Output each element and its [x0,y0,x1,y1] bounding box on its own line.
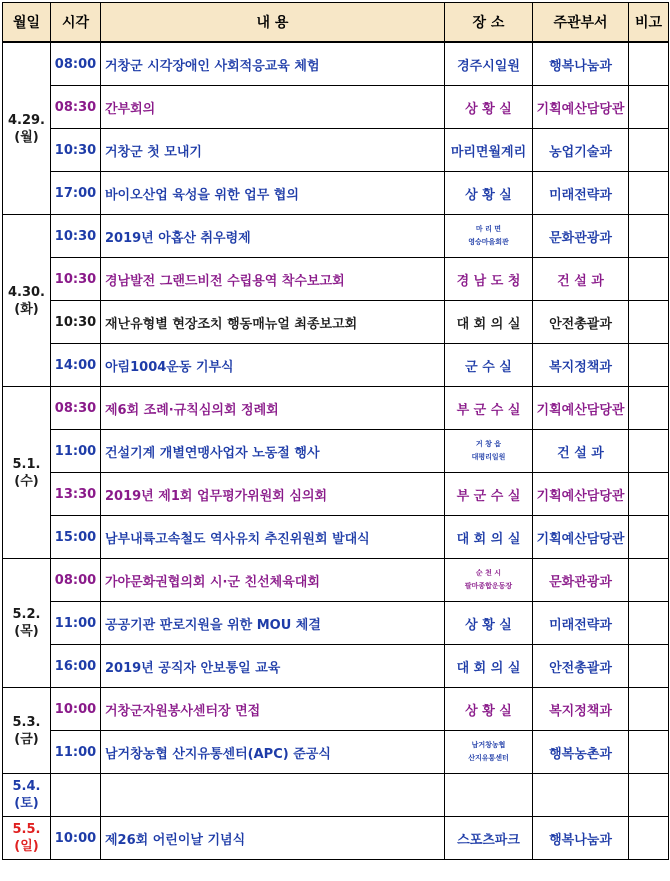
col-header-content: 내 용 [101,3,445,43]
place-line: 대평리일원 [471,453,506,461]
event-place [445,42,533,86]
event-title: 공공기관 판로지원을 위한 MOU 체결 [101,602,445,645]
place-line: 영승마을회관 [468,238,509,246]
event-place [445,129,533,172]
event-dept: 기획예산담당관 [533,516,629,559]
event-title: 2019년 제1회 업무평가위원회 심의회 [101,473,445,516]
event-title: 재난유형별 현장조치 행동매뉴얼 최종보고회 [101,301,445,344]
date-label: 5.3. [12,714,41,730]
event-note [629,301,669,344]
event-place [445,774,533,817]
event-place [445,86,533,129]
place-line: 부 군 수 실 [456,488,521,504]
event-dept: 기획예산담당관 [533,387,629,430]
event-time: 11:00 [51,430,101,473]
weekday-label: (토) [14,796,39,811]
event-time: 17:00 [51,172,101,215]
event-place [445,602,533,645]
weekday-label: (수) [14,473,39,489]
event-dept: 복지정책과 [533,688,629,731]
event-time: 08:30 [51,86,101,129]
table-header [3,3,669,43]
event-dept: 행복나눔과 [533,42,629,86]
schedule-row [3,42,669,86]
event-title: 2019년 공직자 안보통일 교육 [101,645,445,688]
event-note [629,86,669,129]
event-time [51,774,101,817]
header-row [3,3,669,43]
weekday-label: (금) [14,731,39,747]
date-cell [3,817,51,860]
date-label: 5.4. [12,779,41,794]
col-header-time: 시각 [51,3,101,43]
event-time: 10:00 [51,817,101,860]
event-dept: 기획예산담당관 [533,473,629,516]
event-note [629,774,669,817]
event-dept: 농업기술과 [533,129,629,172]
event-note [629,129,669,172]
event-place [445,387,533,430]
event-dept: 안전총괄과 [533,301,629,344]
event-place [445,731,533,774]
event-title: 거창군자원봉사센터장 면접 [101,688,445,731]
schedule-row [3,602,669,645]
schedule-row [3,817,669,860]
place-line: 남거창농협 [471,741,506,749]
schedule-row [3,731,669,774]
schedule-row [3,516,669,559]
event-note [629,172,669,215]
weekday-label: (목) [14,624,39,639]
event-title: 바이오산업 육성을 위한 업무 협의 [101,172,445,215]
event-title: 아림1004운동 기부식 [101,344,445,387]
event-note [629,344,669,387]
event-dept: 행복농촌과 [533,731,629,774]
place-line: 마 리 면 [475,225,502,233]
col-header-note: 비고 [629,3,669,43]
place-line: 순 천 시 [475,569,502,577]
event-place [445,344,533,387]
event-title: 건설기계 개별연맹사업자 노동절 행사 [101,430,445,473]
date-cell [3,688,51,774]
schedule-row [3,430,669,473]
event-time: 11:00 [51,602,101,645]
event-dept: 복지정책과 [533,344,629,387]
event-title: 제26회 어린이날 기념식 [101,817,445,860]
event-place [445,172,533,215]
schedule-row [3,172,669,215]
event-place [445,817,533,860]
event-time: 08:00 [51,559,101,602]
event-title: 남부내륙고속철도 역사유치 추진위원회 발대식 [101,516,445,559]
schedule-row [3,559,669,602]
event-place [445,645,533,688]
date-label: 5.1. [12,456,41,472]
event-time: 10:30 [51,129,101,172]
event-dept [533,774,629,817]
event-place [445,215,533,258]
place-line: 상 황 실 [465,617,512,633]
event-dept: 미래전략과 [533,172,629,215]
event-note [629,602,669,645]
event-note [629,817,669,860]
event-time: 15:00 [51,516,101,559]
schedule-row [3,645,669,688]
event-title: 거창군 첫 모내기 [101,129,445,172]
event-dept: 문화관광과 [533,559,629,602]
event-dept: 기획예산담당관 [533,86,629,129]
event-title: 제6회 조례·규칙심의회 정례회 [101,387,445,430]
event-time: 10:30 [51,301,101,344]
place-line: 대 회 의 실 [456,660,521,676]
place-line: 상 황 실 [465,703,512,719]
place-line: 부 군 수 실 [456,402,521,418]
event-place [445,559,533,602]
event-note [629,215,669,258]
event-note [629,430,669,473]
place-line: 상 황 실 [465,101,512,117]
event-title [101,774,445,817]
schedule-row [3,688,669,731]
place-line: 대 회 의 실 [456,316,521,332]
event-note [629,731,669,774]
place-line: 경주시일원 [457,58,520,74]
event-time: 08:00 [51,42,101,86]
schedule-row [3,774,669,817]
weekday-label: (화) [14,301,39,317]
schedule-row [3,473,669,516]
event-time: 10:30 [51,215,101,258]
place-line: 군 수 실 [465,359,512,375]
event-place [445,258,533,301]
place-line: 경 남 도 청 [456,273,521,289]
event-dept: 문화관광과 [533,215,629,258]
date-label: 4.29. [7,112,45,128]
event-note [629,258,669,301]
event-place [445,301,533,344]
place-line: 산지유통센터 [468,754,509,762]
schedule-row [3,301,669,344]
date-label: 5.2. [12,607,41,622]
event-title: 경남발전 그랜드비전 수립용역 착수보고회 [101,258,445,301]
date-cell [3,42,51,215]
event-time: 13:30 [51,473,101,516]
col-header-date: 월일 [3,3,51,43]
event-time: 10:30 [51,258,101,301]
schedule-row [3,129,669,172]
place-line: 거 창 읍 [475,440,502,448]
place-line: 상 황 실 [465,187,512,203]
place-line: 마리면월계리 [450,144,527,160]
event-title: 간부회의 [101,86,445,129]
date-label: 5.5. [12,822,41,837]
event-note [629,473,669,516]
event-time: 11:00 [51,731,101,774]
col-header-dept: 주관부서 [533,3,629,43]
event-place [445,516,533,559]
event-time: 14:00 [51,344,101,387]
event-note [629,645,669,688]
col-header-place: 장 소 [445,3,533,43]
date-cell [3,774,51,817]
schedule-row [3,86,669,129]
event-note [629,559,669,602]
event-note [629,387,669,430]
event-place [445,688,533,731]
event-note [629,516,669,559]
event-dept: 행복나눔과 [533,817,629,860]
schedule-row [3,258,669,301]
event-note [629,688,669,731]
schedule-row [3,387,669,430]
weekday-label: (일) [14,839,39,854]
place-line: 스포츠파크 [457,832,520,848]
event-time: 08:30 [51,387,101,430]
event-title: 거창군 시각장애인 사회적응교육 체험 [101,42,445,86]
place-line: 팔마종합운동장 [464,582,513,590]
event-place [445,430,533,473]
place-line: 대 회 의 실 [456,531,521,547]
event-dept: 건 설 과 [533,430,629,473]
event-time: 10:00 [51,688,101,731]
event-place [445,473,533,516]
event-note [629,42,669,86]
date-cell [3,387,51,559]
date-cell [3,559,51,688]
date-cell [3,215,51,387]
date-label: 4.30. [7,284,45,300]
event-title: 남거창농협 산지유통센터(APC) 준공식 [101,731,445,774]
event-title: 가야문화권협의회 시·군 친선체육대회 [101,559,445,602]
event-dept: 건 설 과 [533,258,629,301]
schedule-row [3,344,669,387]
schedule-body [3,42,669,860]
event-title: 2019년 아홉산 취우령제 [101,215,445,258]
event-dept: 미래전략과 [533,602,629,645]
schedule-row [3,215,669,258]
event-dept: 안전총괄과 [533,645,629,688]
event-time: 16:00 [51,645,101,688]
weekday-label: (월) [14,129,39,145]
schedule-table [2,2,669,860]
